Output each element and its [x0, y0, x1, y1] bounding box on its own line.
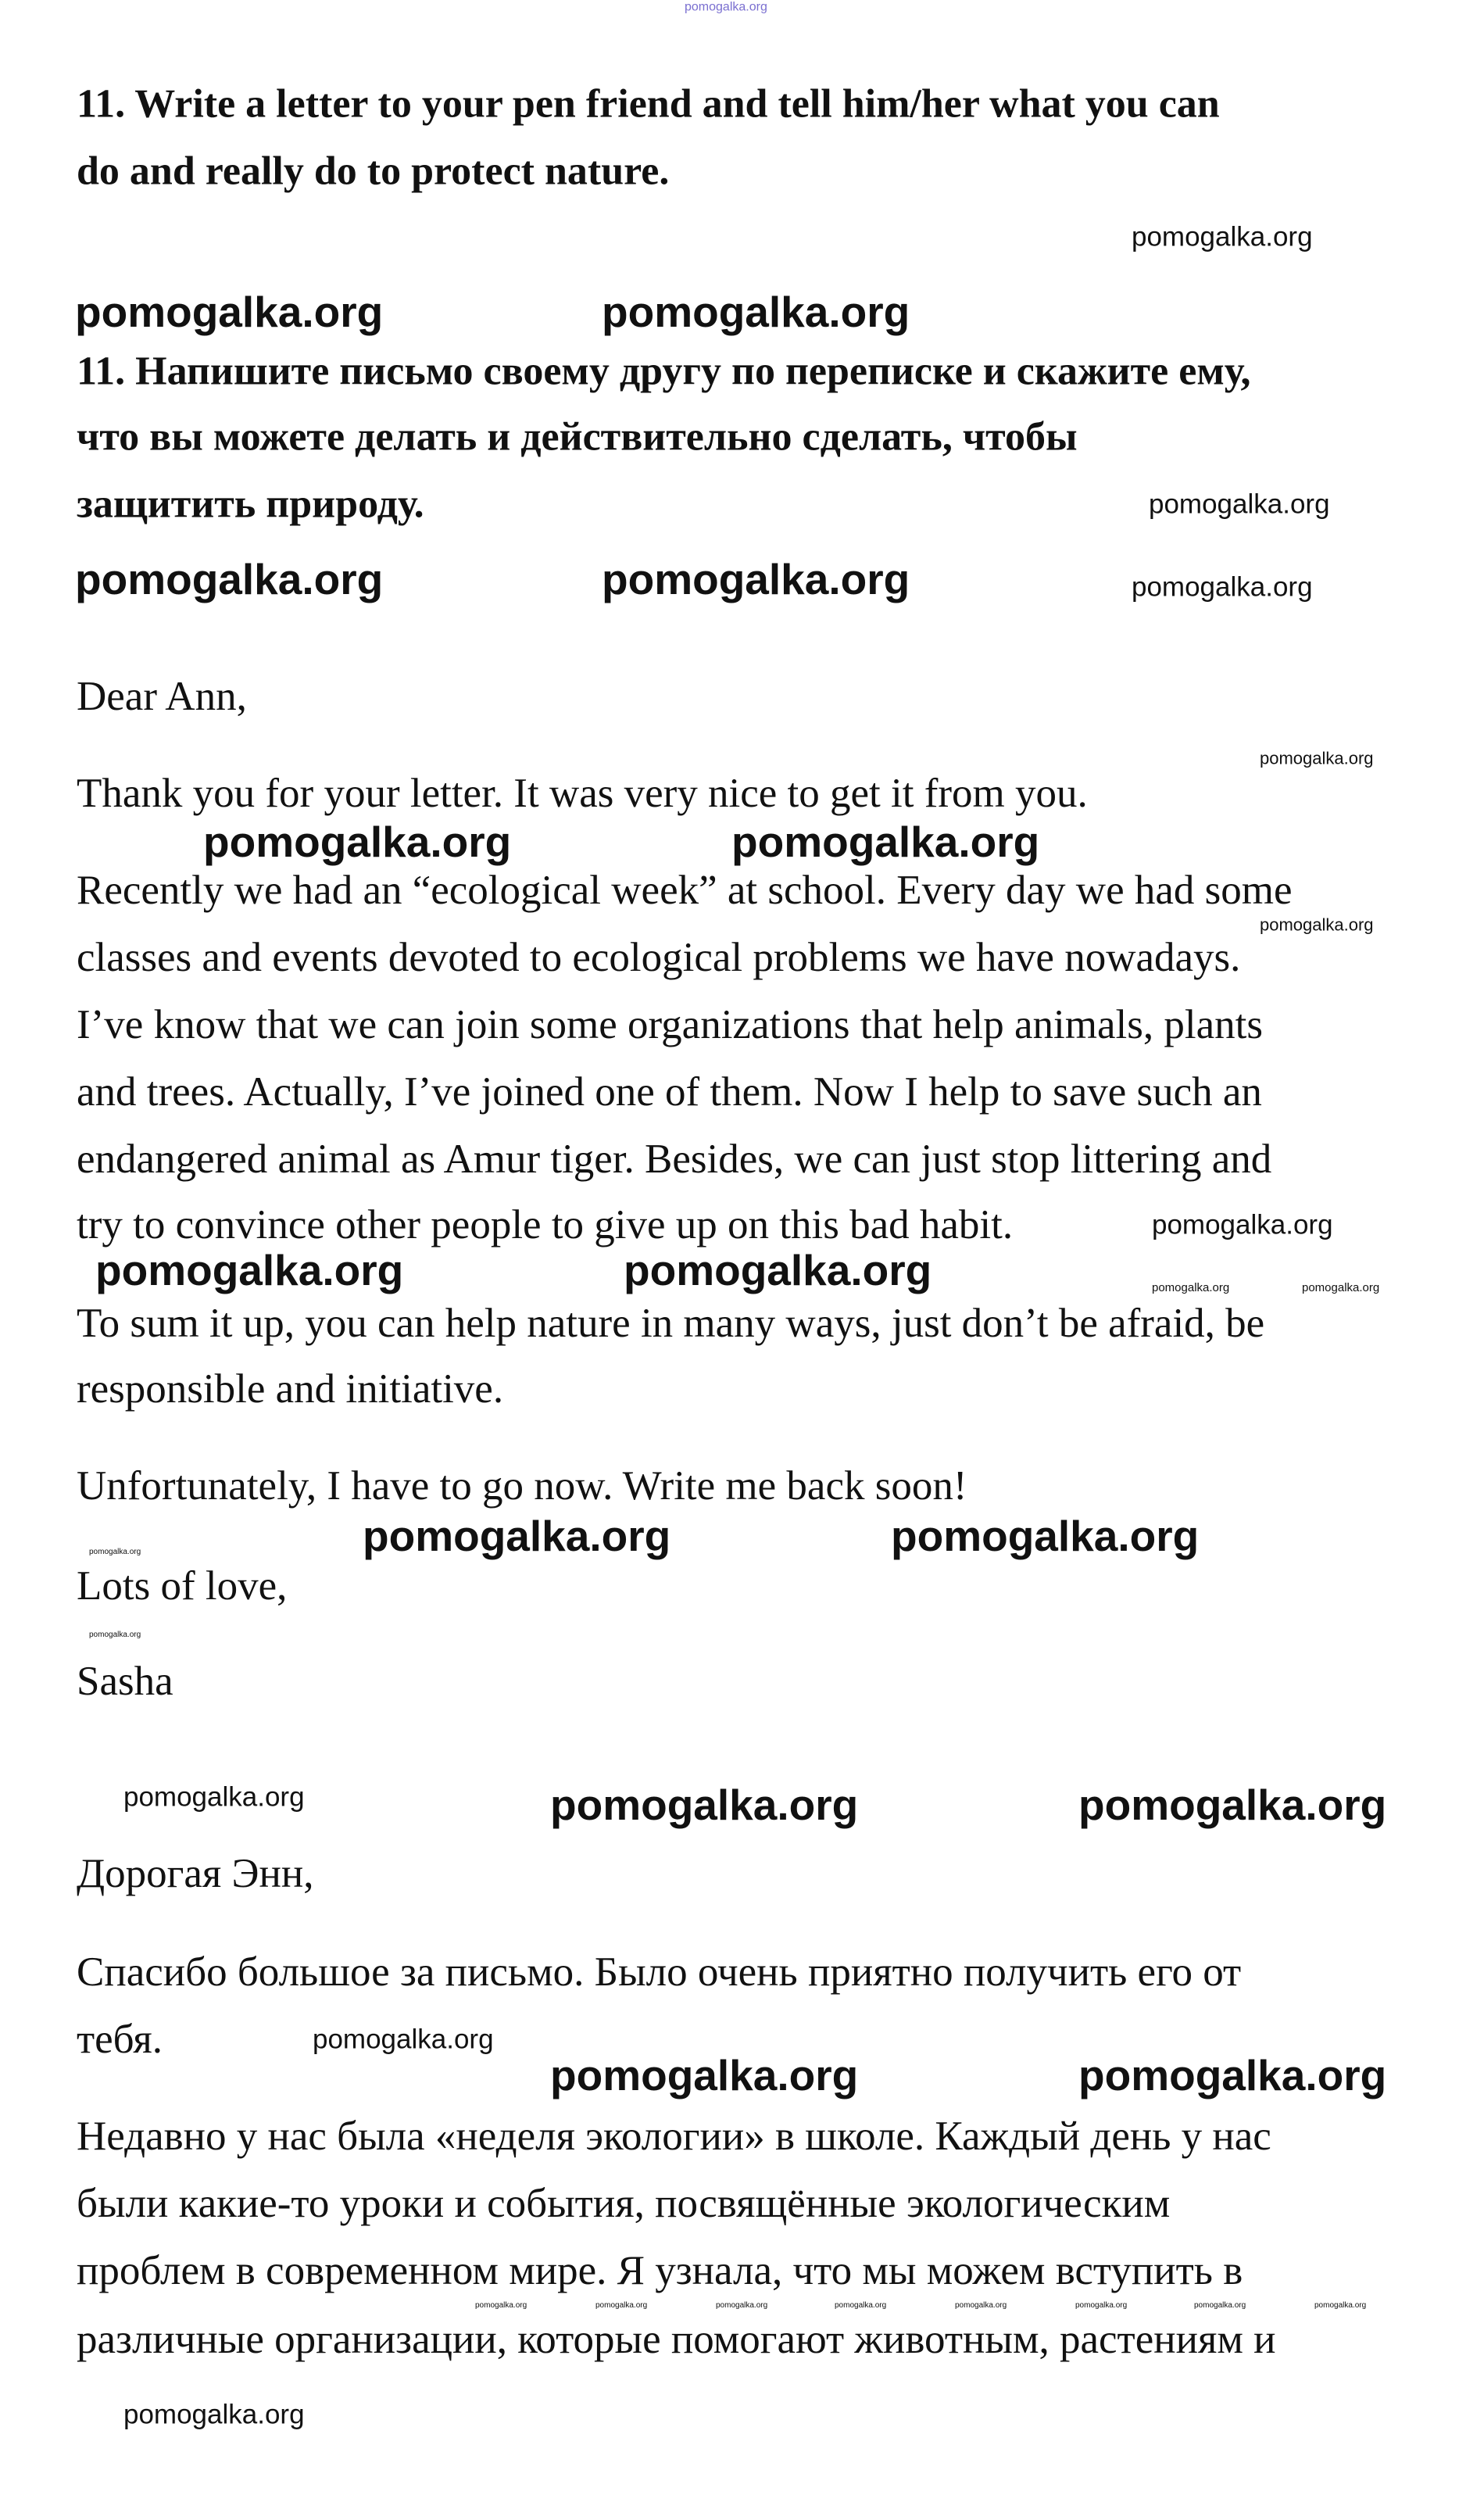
- watermark: pomogalka.org: [955, 2300, 1007, 2310]
- task-heading-ru-line: 11. Напишите письмо своему другу по переписке и скажите ему,: [77, 349, 1251, 394]
- watermark: pomogalka.org: [1314, 2300, 1367, 2310]
- watermark: pomogalka.org: [602, 288, 910, 337]
- watermark: pomogalka.org: [891, 1512, 1200, 1561]
- task-heading-ru-line: защитить природу.: [77, 481, 424, 527]
- watermark: pomogalka.org: [1302, 1281, 1380, 1295]
- watermark: pomogalka.org: [1260, 915, 1374, 935]
- letter-line: Unfortunately, I have to go now. Write me back soon!: [77, 1463, 967, 1509]
- letter-greeting-ru: Дорогая Энн,: [77, 1851, 314, 1897]
- letter-line-ru: различные организации, которые помогают животным, растениям и: [77, 2317, 1276, 2363]
- watermark: pomogalka.org: [1152, 1281, 1230, 1295]
- letter-greeting: Dear Ann,: [77, 674, 247, 720]
- watermark: pomogalka.org: [595, 2300, 648, 2310]
- watermark: pomogalka.org: [550, 1781, 859, 1830]
- watermark: pomogalka.org: [1152, 1209, 1333, 1240]
- watermark: pomogalka.org: [1078, 1781, 1387, 1830]
- watermark: pomogalka.org: [835, 2300, 887, 2310]
- letter-line-ru: были какие-то уроки и события, посвящённые экологическим: [77, 2181, 1171, 2227]
- watermark: pomogalka.org: [75, 288, 384, 337]
- watermark: pomogalka.org: [1260, 748, 1374, 768]
- letter-line: endangered animal as Amur tiger. Besides, we can just stop littering and: [77, 1137, 1272, 1183]
- letter-signature: Sasha: [77, 1659, 173, 1705]
- watermark: pomogalka.org: [123, 2399, 305, 2430]
- watermark: pomogalka.org: [1194, 2300, 1246, 2310]
- watermark: pomogalka.org: [731, 818, 1040, 867]
- task-heading-en-line: do and really do to protect nature.: [77, 149, 670, 194]
- watermark: pomogalka.org: [716, 2300, 768, 2310]
- letter-line: Recently we had an “ecological week” at school. Every day we had some: [77, 868, 1293, 914]
- letter-line: responsible and initiative.: [77, 1366, 504, 1412]
- watermark: pomogalka.org: [123, 1781, 305, 1813]
- watermark: pomogalka.org: [313, 2024, 494, 2055]
- watermark: pomogalka.org: [1132, 221, 1313, 252]
- letter-line-ru: проблем в современном мире. Я узнала, что мы можем вступить в: [77, 2248, 1243, 2294]
- watermark: pomogalka.org: [89, 1547, 141, 1556]
- watermark: pomogalka.org: [624, 1246, 932, 1295]
- watermark: pomogalka.org: [1149, 489, 1330, 520]
- letter-line-ru: тебя.: [77, 2017, 163, 2063]
- letter-line: and trees. Actually, I’ve joined one of them. Now I help to save such an: [77, 1069, 1262, 1115]
- watermark: pomogalka.org: [75, 555, 384, 604]
- letter-line: Thank you for your letter. It was very nice to get it from you.: [77, 771, 1088, 817]
- watermark: pomogalka.org: [95, 1246, 404, 1295]
- task-heading-ru-line: что вы можете делать и действительно сделать, чтобы: [77, 414, 1078, 460]
- letter-line-ru: Недавно у нас была «неделя экологии» в школе. Каждый день у нас: [77, 2114, 1271, 2160]
- watermark: pomogalka.org: [89, 1630, 141, 1639]
- letter-line-ru: Спасибо большое за письмо. Было очень приятно получить его от: [77, 1949, 1242, 1996]
- watermark: pomogalka.org: [685, 0, 767, 14]
- watermark: pomogalka.org: [203, 818, 512, 867]
- watermark: pomogalka.org: [363, 1512, 671, 1561]
- letter-line: I’ve know that we can join some organizations that help animals, plants: [77, 1002, 1263, 1048]
- watermark: pomogalka.org: [550, 2051, 859, 2100]
- task-heading-en-line: 11. Write a letter to your pen friend and tell him/her what you can: [77, 81, 1220, 127]
- watermark: pomogalka.org: [1078, 2051, 1387, 2100]
- letter-line: try to convince other people to give up on this bad habit.: [77, 1202, 1014, 1248]
- watermark: pomogalka.org: [1075, 2300, 1128, 2310]
- letter-line: To sum it up, you can help nature in many ways, just don’t be afraid, be: [77, 1301, 1265, 1347]
- watermark: pomogalka.org: [475, 2300, 527, 2310]
- letter-closing: Lots of love,: [77, 1563, 288, 1609]
- letter-line: classes and events devoted to ecological problems we have nowadays.: [77, 935, 1241, 981]
- watermark: pomogalka.org: [1132, 571, 1313, 603]
- watermark: pomogalka.org: [602, 555, 910, 604]
